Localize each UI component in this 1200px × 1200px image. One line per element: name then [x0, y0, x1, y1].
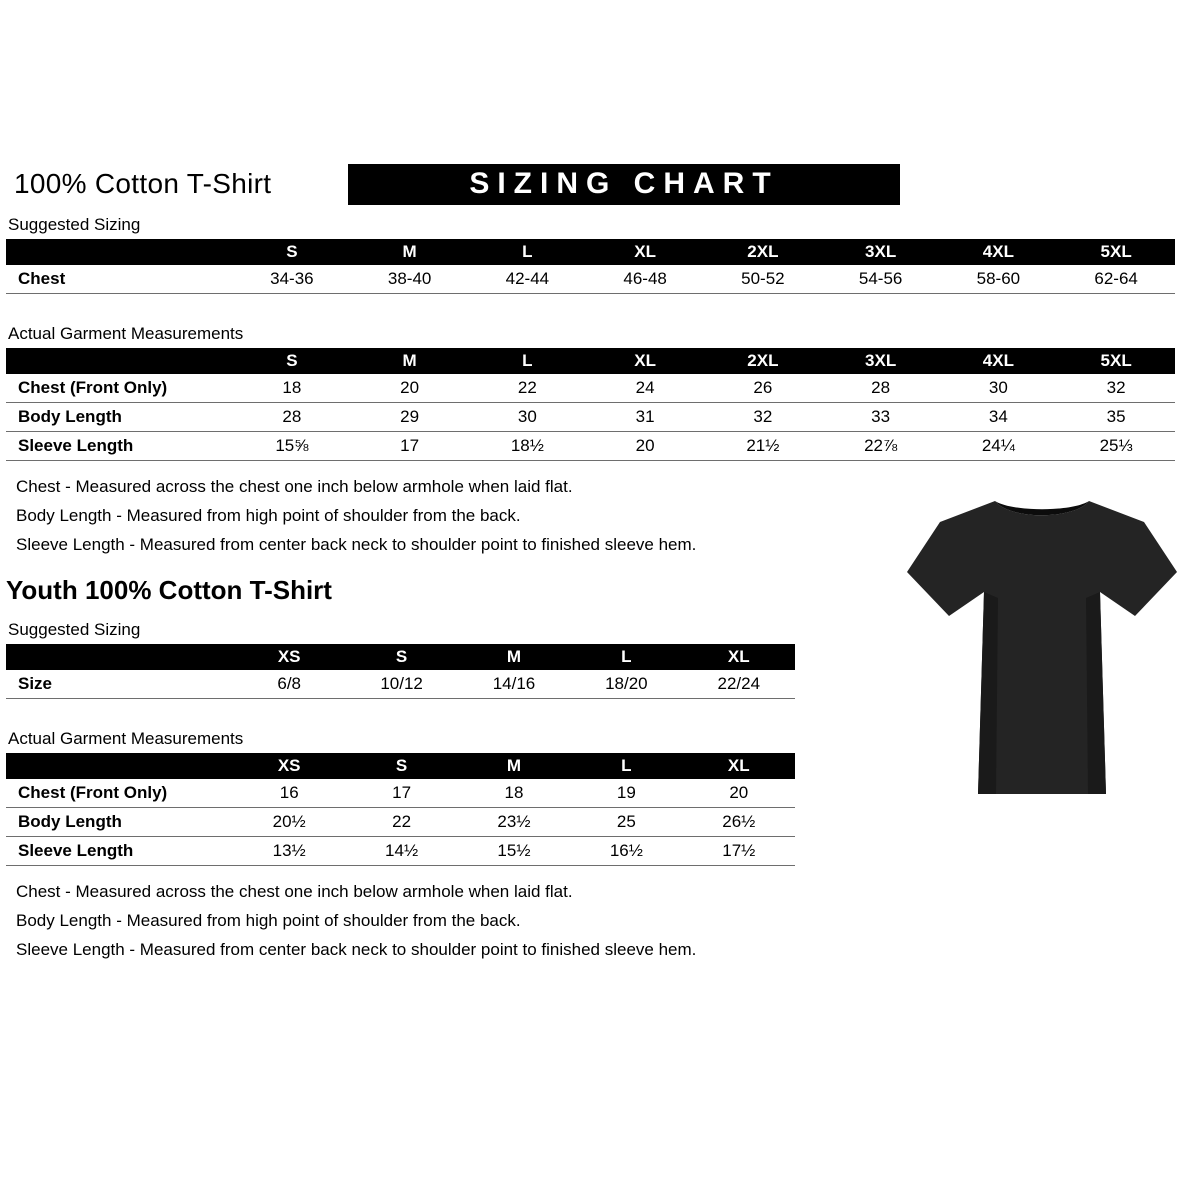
- measurement-cell: 20: [586, 432, 704, 461]
- adult-suggested-sizing-table: [6, 239, 1175, 294]
- row-label: Chest (Front Only): [6, 374, 233, 403]
- measurement-cell: 46-48: [586, 265, 704, 294]
- adult-actual-measurements-table: [6, 348, 1175, 461]
- body-length-note: Body Length - Measured from high point of shoulder from the back.: [16, 506, 521, 525]
- size-column-header: M: [458, 753, 570, 779]
- size-column-header: XL: [683, 644, 795, 670]
- measurement-cell: 24: [586, 374, 704, 403]
- measurement-cell: 30: [469, 403, 587, 432]
- size-column-header: L: [570, 753, 682, 779]
- measurement-cell: 24¼: [940, 432, 1058, 461]
- size-column-header: XL: [586, 348, 704, 374]
- size-column-header: 3XL: [822, 348, 940, 374]
- size-column-header: S: [345, 644, 457, 670]
- size-column-header: L: [469, 239, 587, 265]
- measurement-cell: 32: [704, 403, 822, 432]
- size-column-header: 5XL: [1057, 348, 1175, 374]
- measurement-cell: 18/20: [570, 670, 682, 699]
- table-header-row: [6, 239, 1175, 265]
- youth-measurement-notes: [16, 882, 1194, 960]
- size-column-header: XS: [233, 753, 345, 779]
- measurement-cell: 15⅝: [233, 432, 351, 461]
- measurement-cell: 33: [822, 403, 940, 432]
- table-header-row: [6, 348, 1175, 374]
- measurement-cell: 26½: [683, 808, 795, 837]
- table-row: [6, 374, 1175, 403]
- row-label: Body Length: [6, 403, 233, 432]
- header-row: [6, 163, 1194, 205]
- adult-suggested-sizing-label: Suggested Sizing: [8, 215, 141, 234]
- measurement-cell: 42-44: [469, 265, 587, 294]
- row-label: Body Length: [6, 808, 233, 837]
- page-title: 100% Cotton T-Shirt: [14, 168, 272, 199]
- measurement-cell: 14½: [345, 837, 457, 866]
- measurement-cell: 20½: [233, 808, 345, 837]
- table-header-row: [6, 644, 795, 670]
- measurement-cell: 16½: [570, 837, 682, 866]
- table-row: [6, 808, 795, 837]
- size-column-header: M: [351, 348, 469, 374]
- row-label-header: [6, 348, 233, 374]
- size-column-header: 2XL: [704, 348, 822, 374]
- chest-note: Chest - Measured across the chest one inch below armhole when laid flat.: [16, 477, 573, 496]
- adult-actual-measurements-label: Actual Garment Measurements: [8, 324, 244, 343]
- measurement-cell: 22: [345, 808, 457, 837]
- youth-suggested-sizing-label: Suggested Sizing: [8, 620, 141, 639]
- row-label: Chest: [6, 265, 233, 294]
- size-column-header: S: [233, 239, 351, 265]
- youth-actual-measurements-table: [6, 753, 795, 866]
- size-column-header: S: [233, 348, 351, 374]
- measurement-cell: 38-40: [351, 265, 469, 294]
- measurement-cell: 28: [233, 403, 351, 432]
- size-column-header: XL: [683, 753, 795, 779]
- measurement-cell: 34: [940, 403, 1058, 432]
- measurement-cell: 18½: [469, 432, 587, 461]
- table-row: [6, 779, 795, 808]
- measurement-cell: 20: [683, 779, 795, 808]
- size-column-header: 5XL: [1057, 239, 1175, 265]
- measurement-cell: 29: [351, 403, 469, 432]
- measurement-cell: 14/16: [458, 670, 570, 699]
- measurement-cell: 20: [351, 374, 469, 403]
- table-row: [6, 837, 795, 866]
- measurement-cell: 22/24: [683, 670, 795, 699]
- measurement-cell: 22: [469, 374, 587, 403]
- measurement-cell: 10/12: [345, 670, 457, 699]
- size-column-header: 4XL: [940, 239, 1058, 265]
- measurement-cell: 22⅞: [822, 432, 940, 461]
- row-label: Chest (Front Only): [6, 779, 233, 808]
- measurement-cell: 16: [233, 779, 345, 808]
- chest-note: Chest - Measured across the chest one inch below armhole when laid flat.: [16, 882, 573, 901]
- measurement-cell: 25⅓: [1057, 432, 1175, 461]
- youth-section-title: Youth 100% Cotton T-Shirt: [6, 575, 332, 605]
- measurement-cell: 28: [822, 374, 940, 403]
- row-label-header: [6, 239, 233, 265]
- measurement-cell: 26: [704, 374, 822, 403]
- measurement-cell: 35: [1057, 403, 1175, 432]
- measurement-cell: 58-60: [940, 265, 1058, 294]
- measurement-cell: 18: [458, 779, 570, 808]
- tshirt-silhouette: [892, 476, 1192, 816]
- measurement-cell: 54-56: [822, 265, 940, 294]
- measurement-cell: 19: [570, 779, 682, 808]
- row-label: Size: [6, 670, 233, 699]
- body-length-note: Body Length - Measured from high point of shoulder from the back.: [16, 911, 521, 930]
- measurement-cell: 17½: [683, 837, 795, 866]
- table-row: [6, 403, 1175, 432]
- row-label-header: [6, 753, 233, 779]
- size-column-header: XL: [586, 239, 704, 265]
- sizing-chart-banner: SIZING CHART: [348, 164, 900, 205]
- table-row: [6, 670, 795, 699]
- measurement-cell: 32: [1057, 374, 1175, 403]
- measurement-cell: 50-52: [704, 265, 822, 294]
- size-column-header: S: [345, 753, 457, 779]
- tshirt-image: [892, 476, 1192, 816]
- sleeve-length-note: Sleeve Length - Measured from center back neck to shoulder point to finished sleeve hem.: [16, 535, 697, 554]
- youth-actual-measurements-label: Actual Garment Measurements: [8, 729, 244, 748]
- measurement-cell: 15½: [458, 837, 570, 866]
- table-row: [6, 265, 1175, 294]
- size-column-header: 3XL: [822, 239, 940, 265]
- measurement-cell: 13½: [233, 837, 345, 866]
- measurement-cell: 62-64: [1057, 265, 1175, 294]
- size-column-header: L: [469, 348, 587, 374]
- size-column-header: 4XL: [940, 348, 1058, 374]
- measurement-cell: 30: [940, 374, 1058, 403]
- table-row: [6, 432, 1175, 461]
- measurement-cell: 6/8: [233, 670, 345, 699]
- measurement-cell: 34-36: [233, 265, 351, 294]
- size-column-header: M: [458, 644, 570, 670]
- row-label-header: [6, 644, 233, 670]
- measurement-cell: 25: [570, 808, 682, 837]
- measurement-cell: 17: [345, 779, 457, 808]
- size-column-header: M: [351, 239, 469, 265]
- row-label: Sleeve Length: [6, 432, 233, 461]
- youth-suggested-sizing-table: [6, 644, 795, 699]
- row-label: Sleeve Length: [6, 837, 233, 866]
- table-header-row: [6, 753, 795, 779]
- sleeve-length-note: Sleeve Length - Measured from center back neck to shoulder point to finished sleeve hem.: [16, 940, 697, 959]
- measurement-cell: 18: [233, 374, 351, 403]
- size-column-header: XS: [233, 644, 345, 670]
- size-column-header: 2XL: [704, 239, 822, 265]
- measurement-cell: 31: [586, 403, 704, 432]
- size-column-header: L: [570, 644, 682, 670]
- measurement-cell: 17: [351, 432, 469, 461]
- measurement-cell: 21½: [704, 432, 822, 461]
- measurement-cell: 23½: [458, 808, 570, 837]
